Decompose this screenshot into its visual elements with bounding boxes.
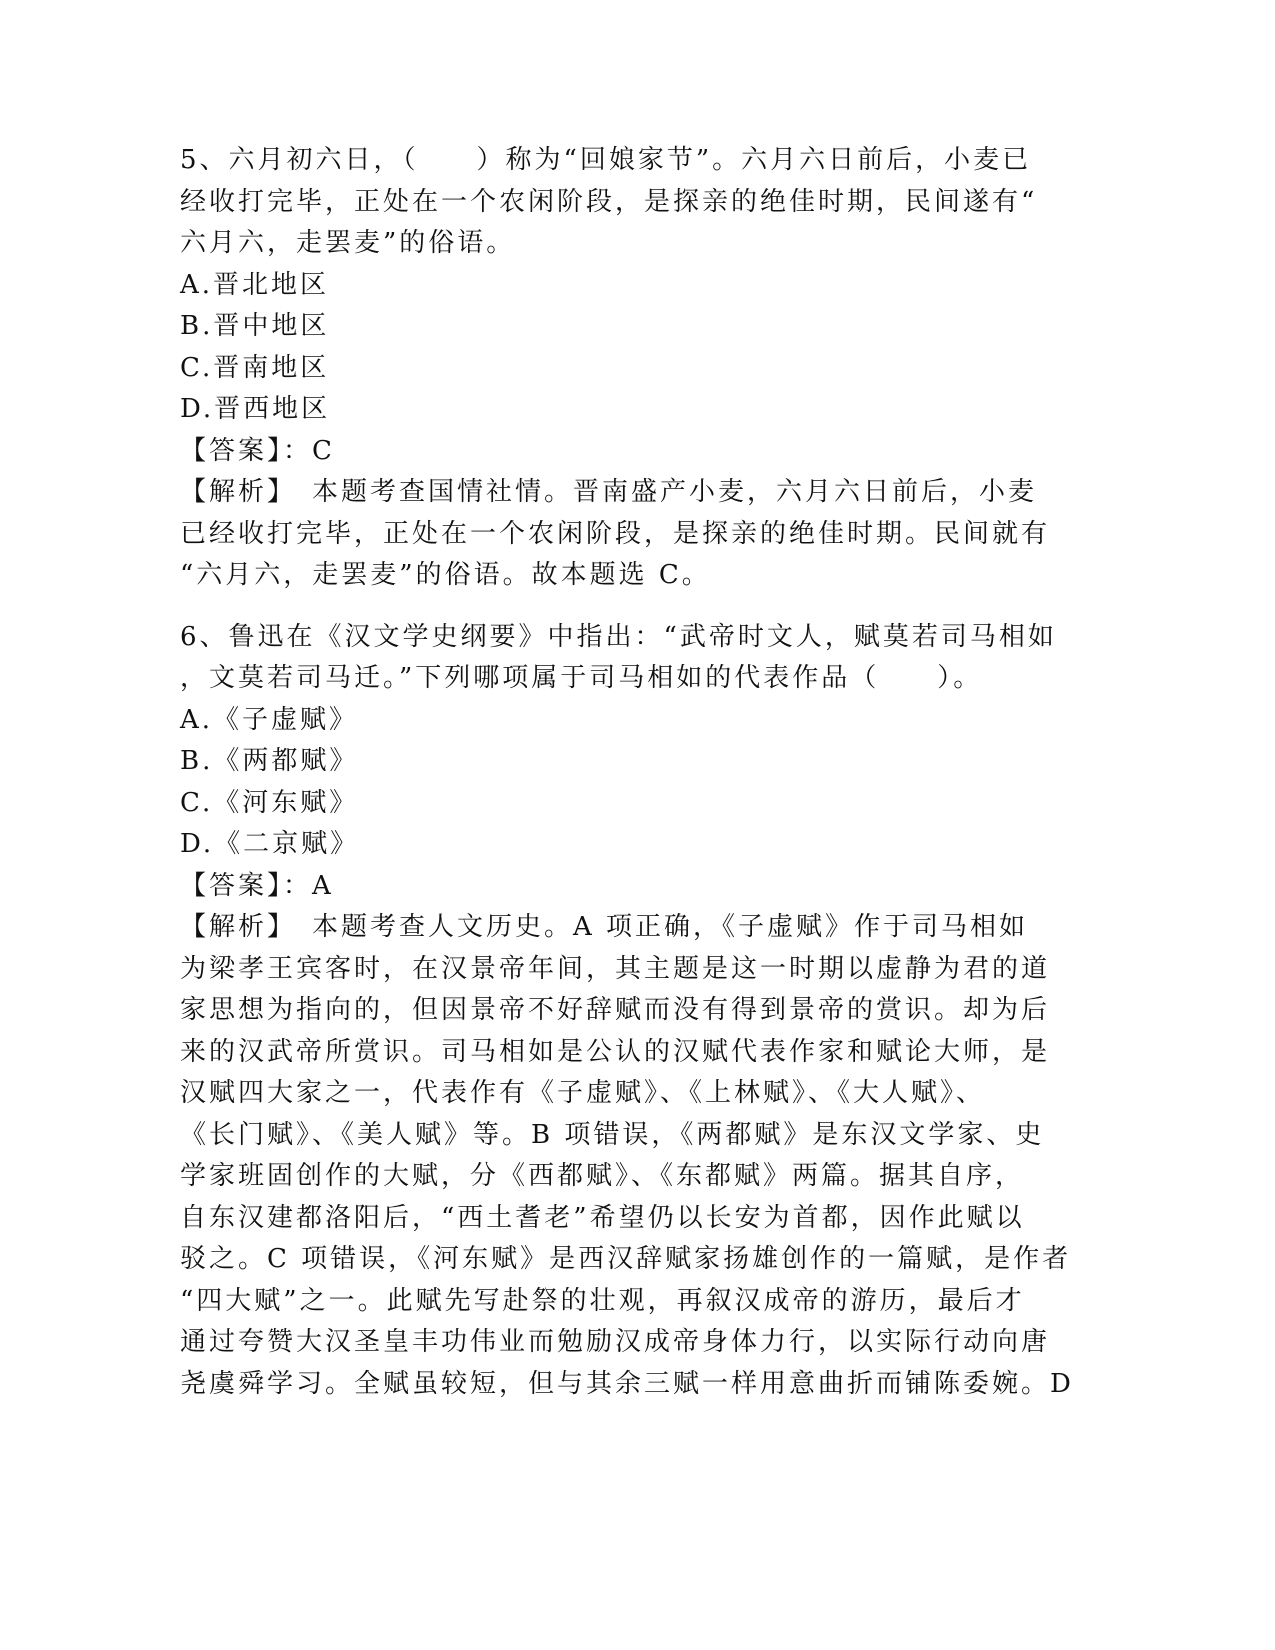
explanation-line: 已经收打完毕，正处在一个农闲阶段，是探亲的绝佳时期。民间就有 — [180, 518, 1051, 549]
explanation-line: 来的汉武帝所赏识。司马相如是公认的汉赋代表作家和赋论大师，是 — [180, 1036, 1051, 1067]
explanation-line: 通过夸赞大汉圣皇丰功伟业而勉励汉成帝身体力行，以实际行动向唐 — [180, 1327, 1051, 1357]
question-stem-line: ，文莫若司马迁。”下列哪项属于司马相如的代表作品（ ）。 — [180, 663, 983, 693]
explanation-line: 学家班固创作的大赋，分《西都赋》、《东都赋》两篇。据其自序， — [180, 1161, 1025, 1191]
question-stem-line: 经收打完毕，正处在一个农闲阶段，是探亲的绝佳时期，民间遂有“ — [180, 186, 1038, 217]
option-a: A.晋北地区 — [180, 269, 330, 300]
question-stem-line: 六月六，走罢麦”的俗语。 — [180, 228, 516, 258]
document-page — [180, 140, 1074, 1405]
explanation-line: 为梁孝王宾客时，在汉景帝年间，其主题是这一时期以虚静为君的道 — [180, 953, 1051, 984]
explanation-line: 【解析】 本题考查国情社情。晋南盛产小麦，六月六日前后，小麦 — [180, 477, 1038, 507]
question-5 — [180, 140, 1051, 597]
question-stem-line: 5、六月初六日，（ ）称为“回娘家节”。六月六日前后，小麦已 — [180, 145, 1032, 175]
explanation-line: 《长门赋》、《美人赋》等。B 项错误，《两都赋》是东汉文学家、史 — [180, 1119, 1045, 1150]
option-c: C.《河东赋》 — [180, 787, 359, 818]
question-stem-line: 6、鲁迅在《汉文学史纲要》中指出：“武帝时文人，赋莫若司马相如 — [180, 621, 1057, 652]
explanation-line: 汉赋四大家之一，代表作有《子虚赋》、《上林赋》、《大人赋》、 — [180, 1078, 986, 1108]
option-d: D.晋西地区 — [180, 394, 331, 424]
option-c: C.晋南地区 — [180, 352, 330, 383]
explanation-line: 家思想为指向的，但因景帝不好辞赋而没有得到景帝的赏识。却为后 — [180, 995, 1051, 1025]
explanation-line: 尧虞舜学习。全赋虽较短，但与其余三赋一样用意曲折而铺陈委婉。D — [180, 1368, 1074, 1399]
option-d: D.《二京赋》 — [180, 829, 360, 859]
explanation-line: 驳之。C 项错误，《河东赋》是西汉辞赋家扬雄创作的一篇赋，是作者 — [180, 1244, 1072, 1274]
explanation-line: “四大赋”之一。此赋先写赴祭的壮观，再叙汉成帝的游历，最后才 — [180, 1285, 1025, 1316]
option-b: B.晋中地区 — [180, 311, 330, 341]
explanation-line: 【解析】 本题考查人文历史。A 项正确，《子虚赋》作于司马相如 — [180, 912, 1029, 942]
option-b: B.《两都赋》 — [180, 746, 359, 776]
answer-label: 【答案】：C — [180, 435, 335, 466]
explanation-line: “六月六，走罢麦”的俗语。故本题选 C。 — [180, 560, 711, 590]
question-6 — [180, 617, 1074, 1406]
answer-label: 【答案】：A — [180, 870, 334, 901]
option-a: A.《子虚赋》 — [180, 704, 359, 735]
explanation-line: 自东汉建都洛阳后，“西土耆老”希望仍以长安为首都，因作此赋以 — [180, 1202, 1025, 1233]
